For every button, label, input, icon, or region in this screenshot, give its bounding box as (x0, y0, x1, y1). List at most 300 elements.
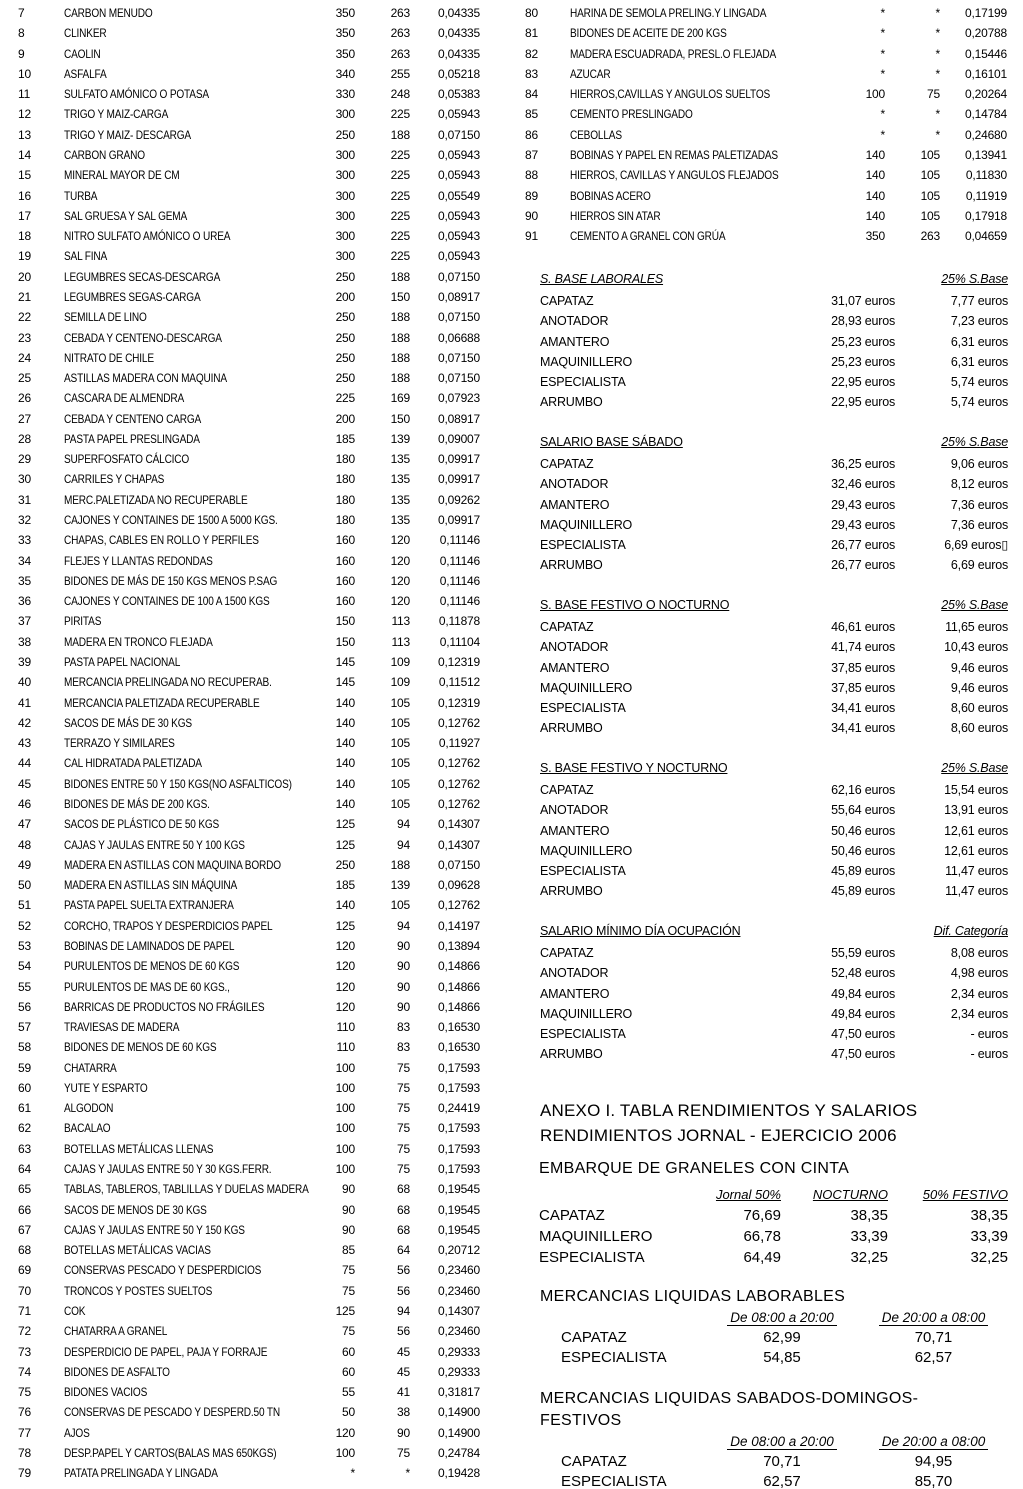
rate-per-ton: 0,14900 (438, 1425, 480, 1440)
table-row (18, 388, 500, 408)
rate-per-ton: 0,09262 (438, 492, 480, 507)
rate-reduced: 105 (920, 147, 940, 162)
table-row (18, 1118, 500, 1138)
rate-reduced: 120 (390, 594, 410, 609)
item-number: 75 (18, 1385, 31, 1400)
rate-per-ton: 0,06688 (438, 330, 480, 345)
rate-reduced: 75 (397, 1141, 410, 1156)
item-number: 69 (18, 1263, 31, 1278)
rate-reduced: 75 (397, 1101, 410, 1116)
item-number: 21 (18, 289, 31, 304)
salary-row (540, 352, 1008, 372)
table-row (18, 23, 500, 43)
rate-per-ton: 0,07150 (438, 269, 480, 284)
item-name: CONSERVAS DE PESCADO Y DESPERD.50 TN (64, 1405, 280, 1420)
salary-base-amount: 62,16 euros (831, 783, 895, 797)
salary-section-header (540, 594, 1008, 617)
item-name: MADERA EN ASTILLAS CON MAQUINA BORDO (64, 857, 281, 872)
rate-full: 160 (335, 573, 355, 588)
item-number: 40 (18, 675, 31, 690)
rate-per-ton: 0,29333 (438, 1344, 480, 1359)
rate-reduced: 139 (390, 878, 410, 893)
rate-per-ton: 0,11830 (965, 168, 1007, 183)
rate-reduced: 105 (390, 776, 410, 791)
liquidas-festivos-header-row (561, 1432, 998, 1452)
rate-full: 55 (342, 1385, 355, 1400)
rate-per-ton: 0,07923 (438, 391, 480, 406)
item-number: 91 (525, 229, 538, 244)
item-name: CHAPAS, CABLES EN ROLLO Y PERFILES (64, 533, 259, 548)
table-row (18, 956, 500, 976)
table-row (18, 1443, 500, 1463)
rate-reduced: 150 (390, 411, 410, 426)
item-number: 31 (18, 492, 31, 507)
rate-reduced: 225 (390, 208, 410, 223)
rate-per-ton: 0,14307 (438, 817, 480, 832)
salary-category: ARRUMBO (540, 558, 603, 573)
salary-section-festivo-o-nocturno (540, 594, 1008, 739)
rate-full: 120 (335, 1425, 355, 1440)
salary-extra-amount: 8,60 euros (950, 701, 1008, 716)
rate-reduced: 109 (390, 675, 410, 690)
table-row (18, 510, 500, 530)
table-row (18, 530, 500, 550)
salary-extra-amount: 15,54 euros (944, 783, 1008, 797)
item-number: 44 (18, 756, 31, 771)
salary-base-amount: 36,25 euros (831, 457, 895, 471)
table-row (525, 186, 1009, 206)
salary-row (540, 392, 1008, 412)
rate-full: 125 (335, 1304, 355, 1318)
rate-reduced: 105 (920, 168, 940, 183)
rate-per-ton: 0,20264 (965, 87, 1007, 102)
table-row (18, 753, 500, 773)
salary-row (540, 372, 1008, 392)
salary-category: ARRUMBO (540, 884, 603, 899)
item-name: CARBON MENUDO (64, 6, 153, 20)
goods-rates-table-left (18, 3, 500, 1484)
salary-row (540, 780, 1008, 800)
item-number: 14 (18, 147, 31, 162)
rate-per-ton: 0,12762 (438, 715, 480, 730)
salary-base-amount: 55,64 euros (831, 803, 895, 818)
rate-per-ton: 0,12762 (438, 898, 480, 913)
salary-extra-amount: 6,31 euros (950, 334, 1008, 349)
item-number: 30 (18, 472, 31, 487)
embarque-festivo-value: 32,25 (970, 1249, 1008, 1266)
rate-per-ton: 0,05943 (438, 208, 480, 223)
salary-section-base-laborales (540, 268, 1008, 413)
rate-reduced: 225 (390, 168, 410, 183)
item-number: 8 (18, 26, 25, 41)
rate-reduced: 105 (390, 898, 410, 913)
rate-reduced: 150 (390, 289, 410, 304)
salary-row (540, 332, 1008, 352)
rate-per-ton: 0,11146 (439, 553, 480, 568)
item-name: CAJAS Y JAULAS ENTRE 50 Y 100 KGS (64, 837, 245, 852)
rate-reduced: 263 (920, 229, 940, 244)
rate-per-ton: 0,05943 (438, 147, 480, 162)
item-number: 26 (18, 391, 31, 406)
salary-category: CAPATAZ (540, 457, 594, 471)
item-name: LEGUMBRES SEGAS-CARGA (64, 289, 201, 304)
salary-base-amount: 32,46 euros (831, 477, 895, 492)
salary-extra-amount: 7,77 euros (950, 294, 1008, 308)
salary-category: CAPATAZ (540, 620, 594, 634)
liquidas-header-noche: De 20:00 a 08:00 (869, 1432, 998, 1452)
salary-category: MAQUINILLERO (540, 1006, 633, 1021)
rate-per-ton: 0,07150 (438, 371, 480, 386)
rate-full: 75 (342, 1324, 355, 1339)
rate-full: 140 (335, 776, 355, 791)
item-number: 67 (18, 1222, 31, 1237)
item-number: 84 (525, 87, 538, 102)
item-number: 65 (18, 1182, 31, 1197)
rate-full: 140 (335, 715, 355, 730)
rate-reduced: 105 (390, 796, 410, 811)
item-name: CEMENTO PRESLINGADO (570, 107, 693, 122)
salary-row (540, 535, 1008, 555)
rate-reduced: 139 (390, 431, 410, 446)
table-row (18, 449, 500, 469)
item-number: 17 (18, 208, 31, 223)
salary-extra-amount: 11,65 euros (945, 620, 1008, 634)
embarque-category: CAPATAZ (539, 1207, 605, 1224)
table-row (18, 977, 500, 997)
rate-reduced: * (935, 6, 940, 20)
rate-full: 120 (335, 979, 355, 994)
salary-base-amount: 37,85 euros (831, 660, 895, 675)
item-number: 38 (18, 634, 31, 649)
item-number: 57 (18, 1020, 31, 1035)
item-name: BOBINAS ACERO (570, 188, 651, 203)
rate-full: 140 (335, 736, 355, 751)
rate-full: 185 (335, 878, 355, 893)
rate-full: 110 (336, 1020, 355, 1035)
item-name: BOTELLAS METÁLICAS VACIAS (64, 1243, 211, 1258)
salary-section-title: S. BASE FESTIVO O NOCTURNO (540, 598, 730, 612)
rate-per-ton: 0,12319 (438, 655, 480, 669)
rate-reduced: 135 (390, 492, 410, 507)
liquidas-dia-value: 70,71 (763, 1453, 801, 1470)
rate-per-ton: 0,05943 (438, 168, 480, 183)
table-row (18, 875, 500, 895)
item-number: 72 (18, 1324, 31, 1339)
rate-full: 140 (865, 208, 885, 223)
rate-reduced: 94 (397, 1304, 410, 1318)
table-row (18, 84, 500, 104)
table-row (18, 835, 500, 855)
item-name: TRAVIESAS DE MADERA (64, 1020, 180, 1035)
salary-extra-amount: 12,61 euros (944, 823, 1008, 838)
rate-reduced: 188 (390, 127, 410, 142)
rate-per-ton: 0,11919 (965, 188, 1007, 203)
rate-full: 300 (335, 168, 355, 183)
item-name: AJOS (64, 1425, 90, 1440)
item-name: CEBOLLAS (570, 127, 622, 142)
table-row (18, 1179, 500, 1199)
salary-base-amount: 50,46 euros (831, 823, 895, 838)
rate-per-ton: 0,11104 (439, 634, 480, 649)
rate-per-ton: 0,13894 (438, 938, 480, 953)
salary-extra-amount: 10,43 euros (944, 640, 1008, 655)
salary-row (540, 800, 1008, 820)
rate-per-ton: 0,13941 (965, 147, 1007, 162)
table-row (18, 1078, 500, 1098)
rate-per-ton: 0,11878 (438, 614, 480, 629)
rate-reduced: 105 (920, 188, 940, 203)
anexo-title-line1: ANEXO I. TABLA RENDIMIENTOS Y SALARIOS (540, 1101, 918, 1120)
table-row (525, 145, 1009, 165)
rate-per-ton: 0,05943 (438, 229, 480, 244)
item-name: SACOS DE MÁS DE 30 KGS (64, 715, 192, 730)
table-row (18, 246, 500, 266)
rate-reduced: 225 (390, 249, 410, 264)
item-name: ASFALFA (64, 66, 107, 81)
rate-reduced: 188 (390, 330, 410, 345)
item-number: 12 (18, 107, 31, 122)
table-row (18, 348, 500, 368)
rate-full: 140 (865, 188, 885, 203)
rate-full: 100 (335, 1141, 355, 1156)
salary-row (540, 474, 1008, 494)
salary-section-title: SALARIO BASE SÁBADO (540, 435, 683, 449)
rate-per-ton: 0,05218 (438, 66, 480, 81)
rate-reduced: 83 (397, 1020, 410, 1035)
table-row (18, 1240, 500, 1260)
liquidas-row-gap (848, 1472, 869, 1489)
salary-extra-amount: 5,74 euros (950, 395, 1008, 410)
liquidas-row (561, 1328, 998, 1348)
item-number: 46 (18, 796, 31, 811)
rate-per-ton: 0,07150 (438, 127, 480, 142)
table-row (18, 186, 500, 206)
embarque-category: ESPECIALISTA (539, 1249, 645, 1266)
rate-per-ton: 0,17593 (438, 1121, 480, 1136)
salary-category: ANOTADOR (540, 803, 609, 818)
item-number: 20 (18, 269, 31, 284)
table-row (18, 490, 500, 510)
item-name: SAL FINA (64, 249, 108, 264)
rate-per-ton: 0,08917 (438, 411, 480, 426)
rate-per-ton: 0,14900 (438, 1405, 480, 1420)
item-number: 61 (18, 1101, 31, 1116)
rate-per-ton: 0,09917 (438, 472, 480, 487)
salary-base-amount: 34,41 euros (831, 701, 895, 716)
item-number: 10 (18, 66, 31, 81)
item-number: 71 (18, 1304, 31, 1318)
item-name: CAL HIDRATADA PALETIZADA (64, 756, 202, 771)
rate-reduced: 113 (391, 614, 410, 629)
salary-section-title: SALARIO MÍNIMO DÍA OCUPACIÓN (540, 924, 741, 938)
liquidas-header-gap (848, 1308, 869, 1328)
rate-per-ton: 0,11146 (439, 533, 480, 548)
rate-full: 200 (335, 289, 355, 304)
item-number: 22 (18, 310, 31, 325)
liquidas-header-spacer (561, 1308, 716, 1328)
item-name: TRIGO Y MAIZ- DESCARGA (64, 127, 191, 142)
item-name: SUPERFOSFATO CÁLCICO (64, 452, 190, 467)
rate-reduced: 90 (397, 979, 410, 994)
salary-extra-amount: 12,61 euros (944, 843, 1008, 858)
rate-full: 180 (335, 452, 355, 467)
rate-per-ton: 0,07150 (438, 350, 480, 365)
rate-full: * (880, 107, 885, 122)
table-row (18, 916, 500, 936)
item-name: HIERROS,CAVILLAS Y ANGULOS SUELTOS (570, 87, 771, 102)
rate-per-ton: 0,04335 (438, 6, 480, 20)
liquidas-dia-value: 62,57 (763, 1473, 801, 1489)
item-name: TABLAS, TABLEROS, TABLILLAS Y DUELAS MADERA (64, 1182, 309, 1197)
salary-category: ARRUMBO (540, 721, 603, 736)
table-row (18, 1260, 500, 1280)
salary-base-amount: 45,89 euros (831, 884, 895, 899)
anexo-heading (540, 1098, 917, 1148)
table-row (18, 895, 500, 915)
rate-per-ton: 0,16101 (965, 66, 1007, 81)
table-row (18, 591, 500, 611)
rate-reduced: 105 (390, 695, 410, 710)
salary-row (540, 515, 1008, 535)
item-name: MERC.PALETIZADA NO RECUPERABLE (64, 492, 248, 507)
rate-per-ton: 0,11927 (438, 736, 480, 751)
salary-base-amount: 37,85 euros (831, 680, 895, 695)
liquidas-row-gap (848, 1328, 869, 1348)
item-number: 25 (18, 371, 31, 386)
item-number: 19 (18, 249, 31, 264)
rate-reduced: 188 (390, 371, 410, 386)
rate-reduced: 113 (391, 634, 410, 649)
salary-rows (540, 291, 1008, 413)
salary-row (540, 861, 1008, 881)
item-number: 68 (18, 1243, 31, 1258)
item-name: CEBADA Y CENTENO-DESCARGA (64, 330, 222, 345)
rate-full: 300 (335, 208, 355, 223)
salary-row (540, 1024, 1008, 1044)
salary-extra-amount: 2,34 euros (950, 986, 1008, 1001)
rate-per-ton: 0,29333 (438, 1364, 480, 1379)
rate-per-ton: 0,16530 (438, 1040, 480, 1055)
rate-reduced: 188 (390, 269, 410, 284)
salary-row (540, 943, 1008, 963)
table-row (18, 1382, 500, 1402)
item-number: 66 (18, 1202, 31, 1217)
salary-extra-amount: 2,34 euros (950, 1006, 1008, 1021)
embarque-jornal-value: 66,78 (743, 1228, 781, 1245)
rate-reduced: 263 (390, 46, 410, 61)
rate-per-ton: 0,05943 (438, 107, 480, 122)
item-name: MADERA ESCUADRADA, PRESL.O FLEJADA (570, 46, 777, 61)
liquidas-noche-value: 85,70 (914, 1473, 953, 1489)
rate-full: 300 (335, 188, 355, 203)
rate-per-ton: 0,17593 (438, 1060, 480, 1075)
item-number: 78 (18, 1445, 31, 1460)
item-number: 53 (18, 938, 31, 953)
salary-section-title: S. BASE FESTIVO Y NOCTURNO (540, 761, 728, 775)
item-number: 15 (18, 168, 31, 183)
liquidas-row-gap (848, 1452, 869, 1472)
salary-section-header (540, 268, 1008, 291)
item-number: 87 (525, 147, 538, 162)
rate-full: 150 (335, 614, 355, 629)
salary-base-amount: 31,07 euros (831, 294, 895, 308)
table-row (18, 733, 500, 753)
salary-base-amount: 49,84 euros (831, 1006, 895, 1021)
rate-full: 180 (335, 513, 355, 528)
rate-reduced: * (935, 127, 940, 142)
item-name: SACOS DE MENOS DE 30 KGS (64, 1202, 207, 1217)
salary-extra-amount: 6,69 euros▯ (944, 538, 1008, 553)
item-name: AZUCAR (570, 66, 611, 81)
embarque-title: EMBARQUE DE GRANELES CON CINTA (539, 1160, 850, 1177)
salary-base-amount: 41,74 euros (831, 640, 895, 655)
salary-row (540, 841, 1008, 861)
table-row (18, 611, 500, 631)
salary-section-title: S. BASE LABORALES (540, 272, 664, 286)
table-row (18, 936, 500, 956)
rate-per-ton: 0,31817 (438, 1385, 480, 1400)
salary-category: ARRUMBO (540, 1047, 603, 1062)
rate-reduced: 105 (390, 736, 410, 751)
item-name: CARRILES Y CHAPAS (64, 472, 165, 487)
table-row (525, 226, 1009, 246)
rate-full: 350 (335, 26, 355, 41)
rate-full: 125 (335, 918, 355, 933)
table-row (18, 1037, 500, 1057)
salary-extra-amount: 6,31 euros (950, 354, 1008, 369)
rate-full: 120 (335, 938, 355, 953)
rate-reduced: 56 (397, 1283, 410, 1298)
salary-extra-amount: 8,60 euros (950, 721, 1008, 736)
rate-full: 250 (335, 310, 355, 325)
rate-per-ton: 0,17593 (438, 1080, 480, 1095)
rate-per-ton: 0,09628 (438, 878, 480, 893)
table-row (18, 368, 500, 388)
rate-full: 300 (335, 107, 355, 122)
salary-category: ARRUMBO (540, 395, 603, 410)
item-number: 28 (18, 431, 31, 446)
rate-full: 90 (342, 1182, 355, 1197)
table-row (525, 165, 1009, 185)
item-number: 27 (18, 411, 31, 426)
rate-per-ton: 0,04335 (438, 26, 480, 41)
rate-reduced: 105 (920, 208, 940, 223)
item-number: 52 (18, 918, 31, 933)
item-number: 39 (18, 655, 31, 669)
salary-base-amount: 49,84 euros (831, 986, 895, 1001)
rate-reduced: 188 (390, 310, 410, 325)
item-name: LEGUMBRES SECAS-DESCARGA (64, 269, 221, 284)
item-number: 76 (18, 1405, 31, 1420)
rate-full: 250 (335, 371, 355, 386)
salary-row (540, 821, 1008, 841)
salary-base-amount: 22,95 euros (831, 375, 895, 390)
rate-reduced: 68 (397, 1182, 410, 1197)
rate-full: 160 (335, 553, 355, 568)
item-number: 85 (525, 107, 538, 122)
rate-full: 145 (335, 655, 355, 669)
salary-row (540, 495, 1008, 515)
table-row (18, 1362, 500, 1382)
rate-reduced: 90 (397, 938, 410, 953)
item-name: NITRATO DE CHILE (64, 350, 154, 365)
table-row (525, 3, 1009, 23)
table-row (525, 44, 1009, 64)
rate-full: 75 (342, 1263, 355, 1278)
salary-category: CAPATAZ (540, 946, 594, 960)
item-number: 35 (18, 573, 31, 588)
item-number: 48 (18, 837, 31, 852)
